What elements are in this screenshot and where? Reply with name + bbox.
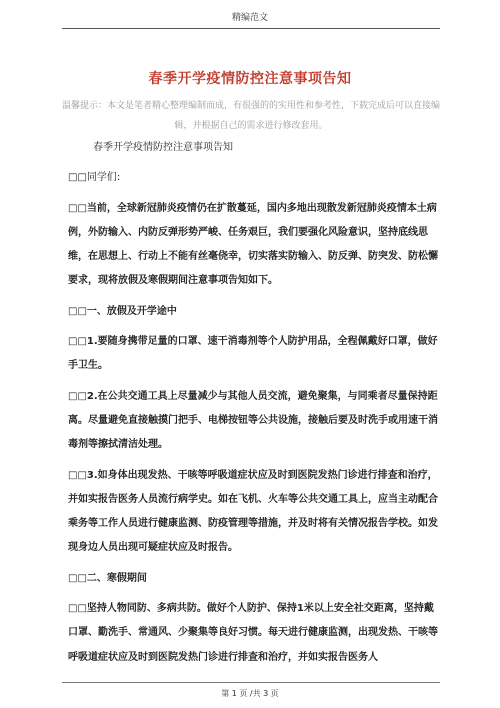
page-footer: 第 1 页 /共 3 页 <box>221 689 279 698</box>
document-body <box>68 136 438 676</box>
document-title: 春季开学疫情防控注意事项告知 <box>148 71 352 87</box>
footer-divider <box>62 682 440 683</box>
item-2-paragraph: □□2.在公共交通工具上尽量减少与其他人员交流，避免聚集，与同乘者尽量保持距离。尽量避免直接触摸门把手、电梯按钮等公共设施，接触后要及时洗手或用速干消毒剂等擦拭清洁处理。 <box>68 390 438 451</box>
page-header: 精编范文 <box>231 13 268 23</box>
sub-title: 春季开学疫情防控注意事项告知 <box>93 142 233 153</box>
reminder-notice: 温馨提示：本文是笔者精心整理编制而成，有很强的的实用性和参考性，下载完成后可以直接编辑，并根据自己的需求进行修改套用。 <box>61 101 440 131</box>
header-divider <box>62 28 440 29</box>
greeting: □□同学们: <box>68 172 121 184</box>
intro-paragraph: □□当前，全球新冠肺炎疫情仍在扩散蔓延，国内多地出现散发新冠肺炎疫情本土病例，外防输入、内防反弹形势严峻、任务艰巨，我们要强化风险意识，坚持底线思维，在思想上、行动上不能有丝毫侥幸，切实落实防输入、防反弹、防突发、防松懈要求，现将放假及寒假期间注意事项告知如下。 <box>68 202 438 287</box>
section-heading-2: □□二、寒假期间 <box>68 572 147 584</box>
item-3-paragraph: □□3.如身体出现发热、干咳等呼吸道症状应及时到医院发热门诊进行排查和治疗，并如实报告医务人员流行病学史。如在飞机、火车等公共交通工具上，应当主动配合乘务等工作人员进行健康监测、防疫管理等措施，并及时将有关情况报告学校。如发现身边人员出现可疑症状应及时报告。 <box>68 469 438 554</box>
item-4-paragraph: □□坚持人物同防、多病共防。做好个人防护、保持1米以上安全社交距离，坚持戴口罩、勤洗手、常通风、少聚集等良好习惯。每天进行健康监测，出现发热、干咳等呼吸道症状应及时到医院发热门诊进行排查和治疗，并如实报告医务人 <box>68 603 438 663</box>
section-heading-1: □□一、放假及开学途中 <box>68 305 177 317</box>
item-1-paragraph: □□1.要随身携带足量的口罩、速干消毒剂等个人防护用品，全程佩戴好口罩，做好手卫生。 <box>68 336 438 372</box>
